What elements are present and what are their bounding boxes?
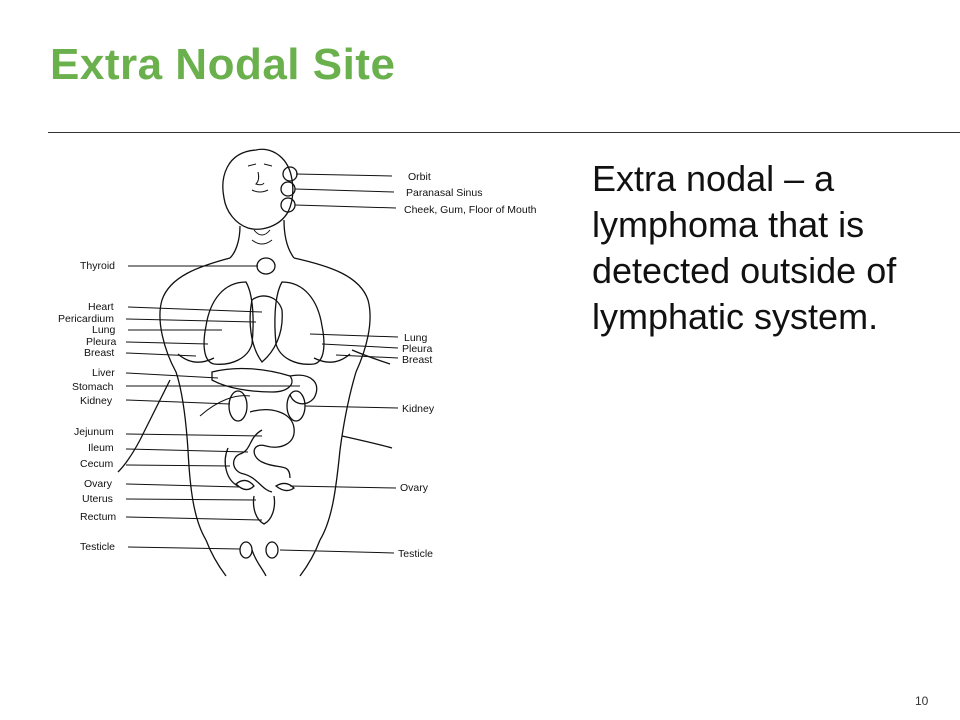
label-pleura-left: Pleura	[86, 336, 117, 348]
label-liver: Liver	[92, 367, 115, 379]
label-uterus: Uterus	[82, 493, 113, 505]
right-labels	[398, 171, 537, 560]
label-lung-right: Lung	[404, 332, 428, 344]
label-pleura-right: Pleura	[402, 343, 433, 355]
label-kidney-left: Kidney	[80, 395, 113, 407]
slide-title: Extra Nodal Site	[50, 40, 396, 89]
label-rectum: Rectum	[80, 511, 117, 523]
label-testicle-right: Testicle	[398, 548, 434, 560]
label-breast-right: Breast	[402, 354, 433, 366]
label-kidney-right: Kidney	[402, 403, 435, 415]
label-thyroid: Thyroid	[80, 260, 116, 272]
label-paranasal-sinus: Paranasal Sinus	[406, 187, 483, 199]
label-breast-left: Breast	[84, 347, 115, 359]
label-testicle-left: Testicle	[80, 541, 116, 553]
left-labels	[58, 260, 117, 553]
label-lung-left: Lung	[92, 324, 116, 336]
label-cheek-gum-floor-of-mouth: Cheek, Gum, Floor of Mouth	[404, 204, 537, 216]
label-cecum: Cecum	[80, 458, 114, 470]
label-ileum: Ileum	[88, 442, 114, 454]
page-number: 10	[915, 694, 929, 708]
label-stomach: Stomach	[72, 381, 114, 393]
label-ovary-right: Ovary	[400, 482, 429, 494]
label-orbit: Orbit	[408, 171, 431, 183]
label-ovary-left: Ovary	[84, 478, 113, 490]
label-pericardium: Pericardium	[58, 313, 115, 325]
body-outline	[118, 149, 392, 576]
label-jejunum: Jejunum	[74, 426, 114, 438]
label-heart: Heart	[88, 301, 114, 313]
definition-text: Extra nodal – a lymphoma that is detected outside of lymphatic system.	[592, 158, 897, 337]
